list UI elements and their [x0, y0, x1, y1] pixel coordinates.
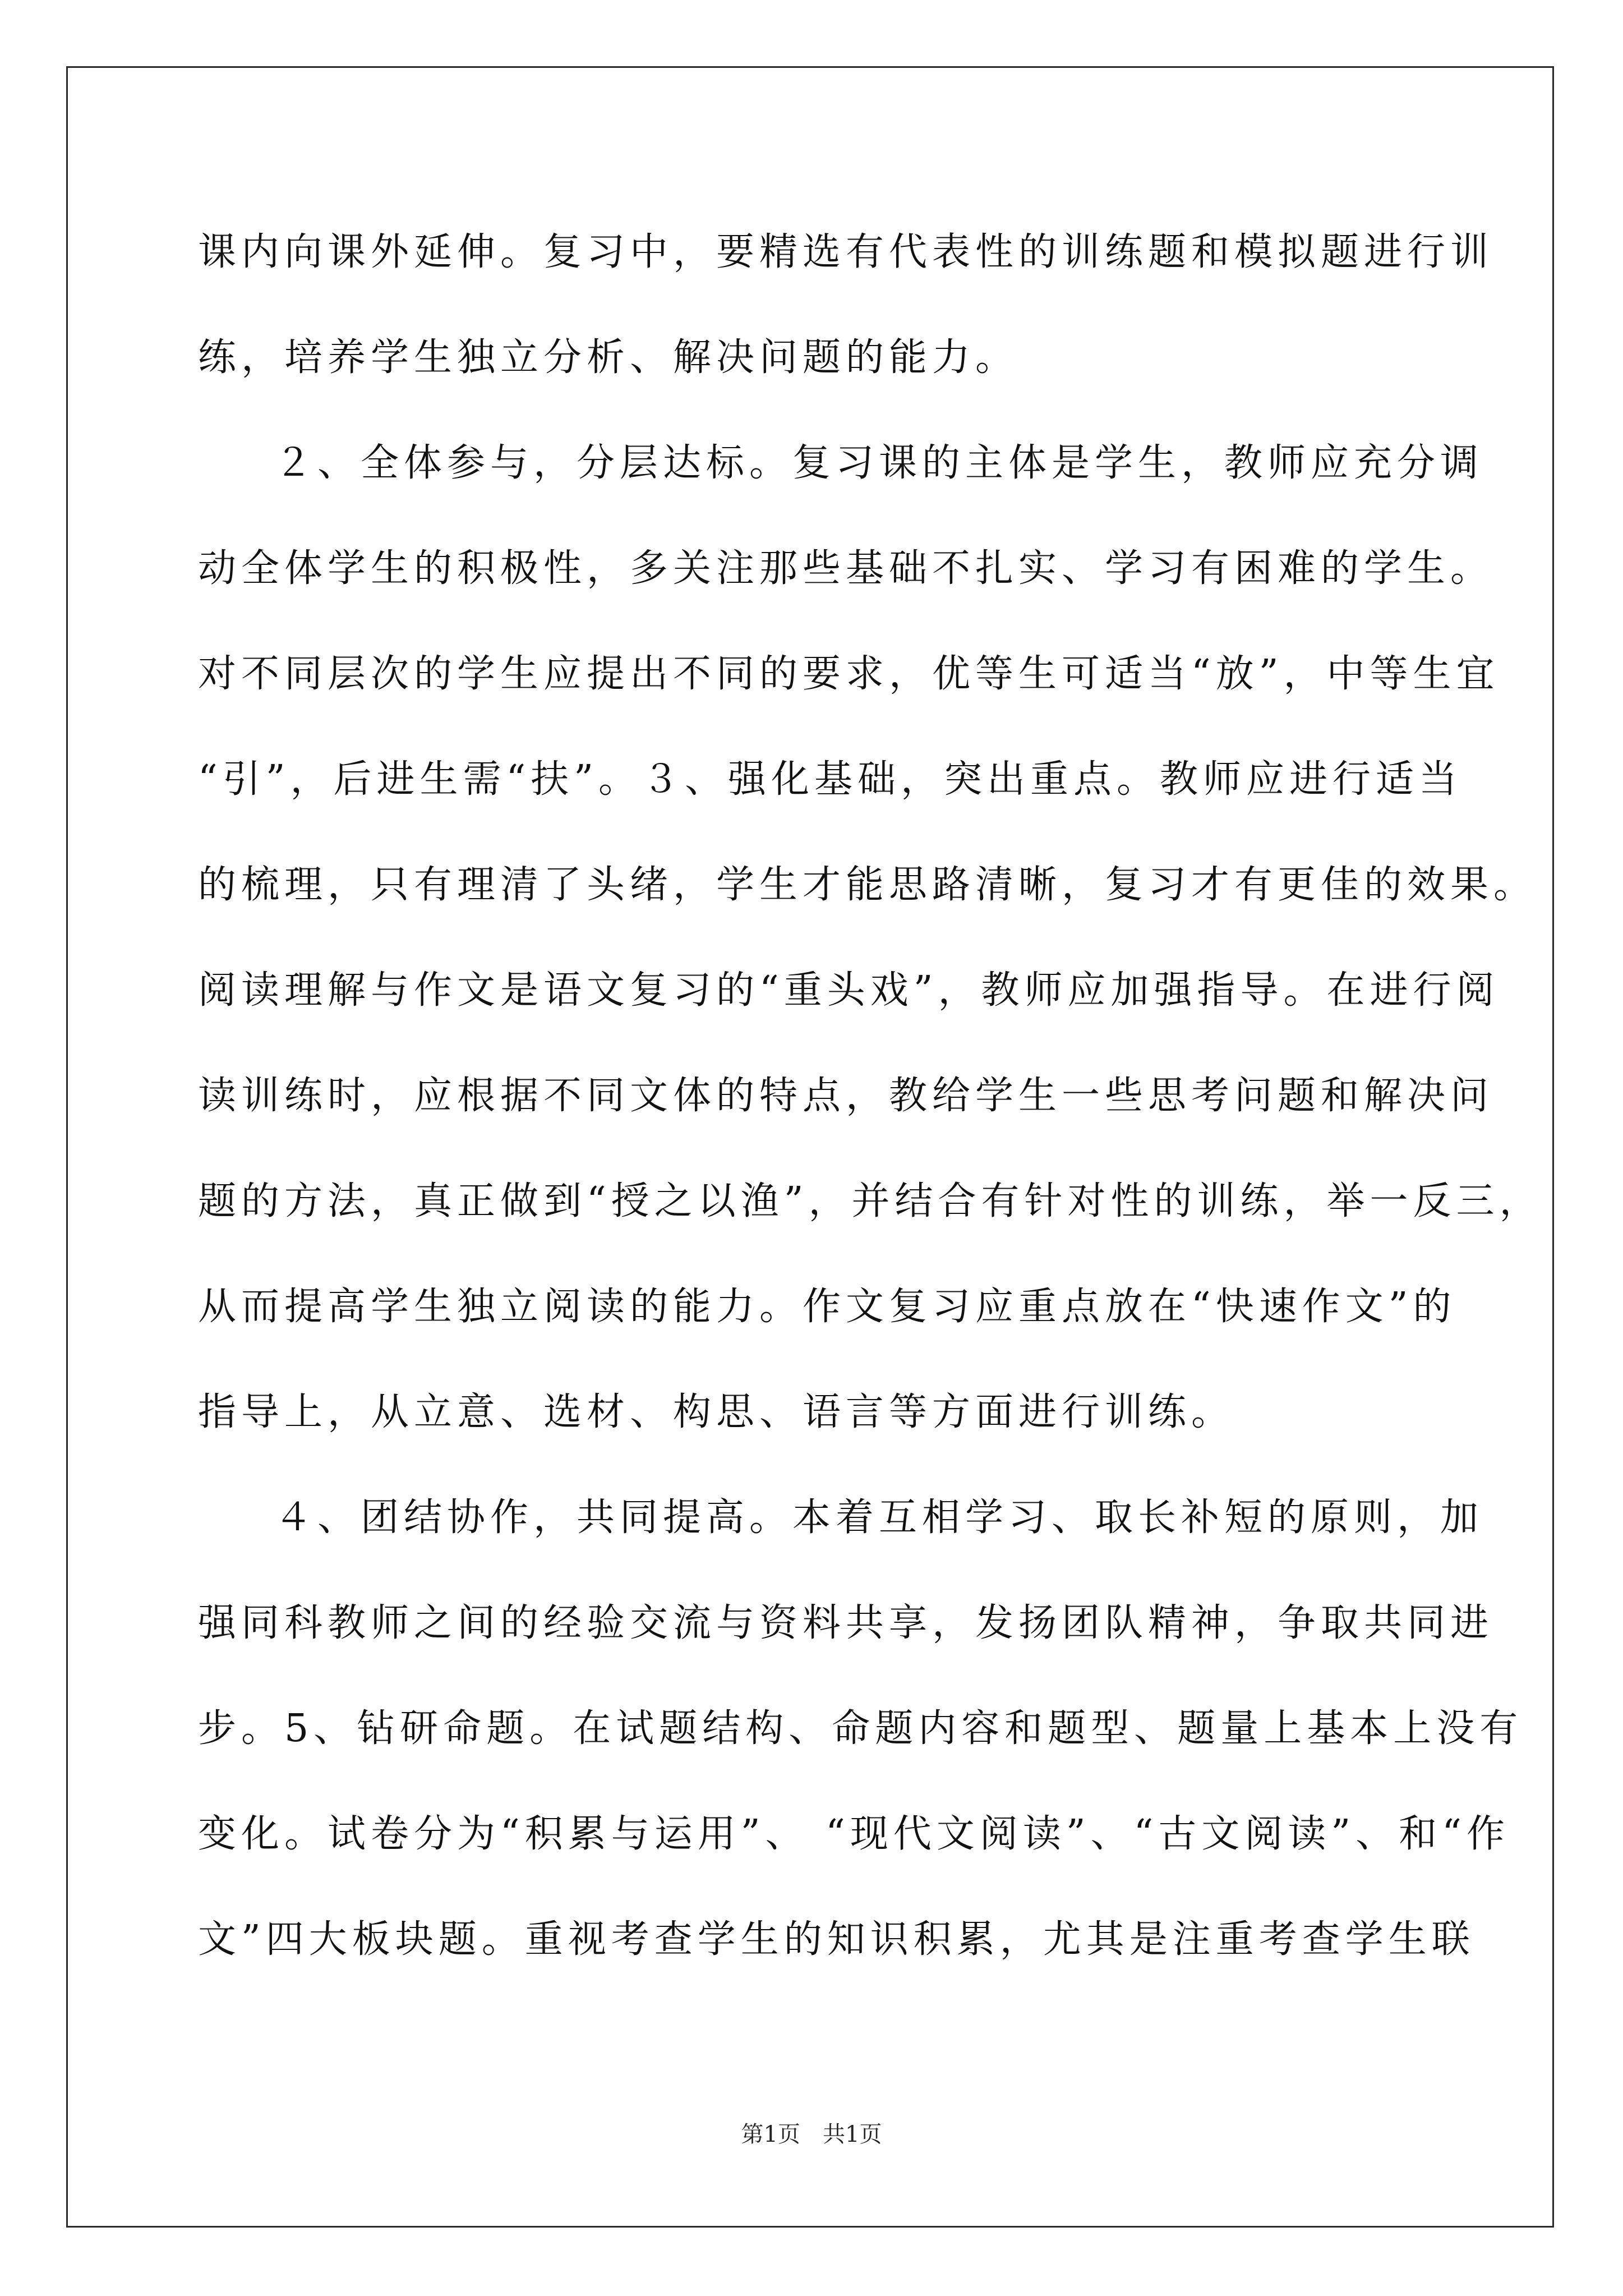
text-line: 强同科教师之间的经验交流与资料共享，发扬团队精神，争取共同进: [198, 1601, 1494, 1645]
text-line: 从而提高学生独立阅读的能力。作文复习应重点放在“快速作文”的: [198, 1285, 1456, 1329]
text-line: 步。5、钻研命题。在试题结构、命题内容和题型、题量上基本上没有: [198, 1706, 1523, 1751]
text-line: 动全体学生的积极性，多关注那些基础不扎实、学习有困难的学生。: [198, 546, 1494, 591]
document-body: [198, 219, 1543, 2012]
text-line: 题的方法，真正做到“授之以渔”，并结合有针对性的训练，举一反三，: [198, 1179, 1543, 1223]
text-line: ４、团结协作，共同提高。本着互相学习、取长补短的原则，加: [274, 1496, 1484, 1540]
text-line: 变化。试卷分为“积累与运用”、 “现代文阅读”、“古文阅读”、和“作: [198, 1812, 1510, 1856]
page-number-footer: 第1页 共1页: [741, 2122, 882, 2147]
text-line: 的梳理，只有理清了头绪，学生才能思路清晰，复习才有更佳的效果。: [198, 863, 1537, 907]
text-line: 阅读理解与作文是语文复习的“重头戏”，教师应加强指导。在进行阅: [198, 968, 1500, 1013]
text-line: 练，培养学生独立分析、解决问题的能力。: [198, 335, 1019, 380]
text-line: 课内向课外延伸。复习中，要精选有代表性的训练题和模拟题进行训: [198, 230, 1494, 274]
text-line: 文”四大板块题。重视考查学生的知识积累，尤其是注重考查学生联: [198, 1917, 1475, 1962]
text-line: 对不同层次的学生应提出不同的要求，优等生可适当“放”，中等生宜: [198, 652, 1500, 696]
text-line: ２、全体参与，分层达标。复习课的主体是学生，教师应充分调: [274, 441, 1484, 485]
text-line: “引”，后进生需“扶”。３、强化基础，突出重点。教师应进行适当: [198, 757, 1463, 802]
text-line: 指导上，从立意、选材、构思、语言等方面进行训练。: [198, 1390, 1235, 1434]
text-line: 读训练时，应根据不同文体的特点，教给学生一些思考问题和解决问: [198, 1074, 1494, 1118]
